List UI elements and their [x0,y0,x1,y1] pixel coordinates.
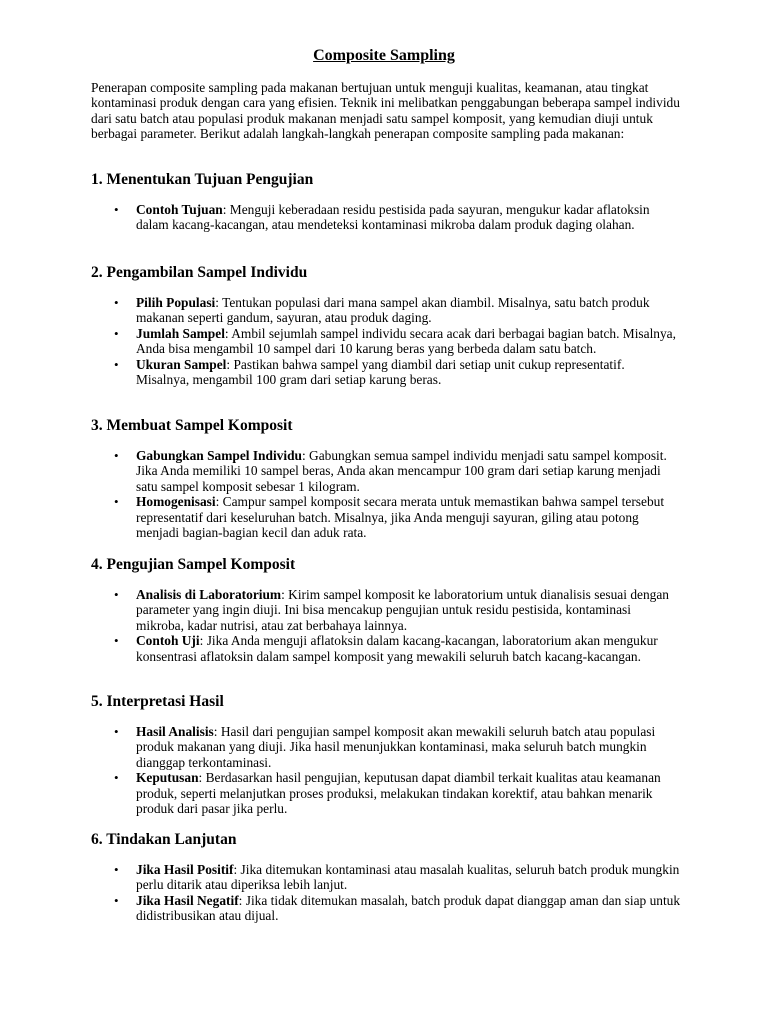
item-text: : Campur sampel komposit secara merata untuk memastikan bahwa sampel tersebut representatif dari keseluruhan batch. Misalnya, jika Anda menguji sayuran, giling atau potong menjadi bagian-bagian kecil dan aduk rata. [136,494,665,541]
item-label: Pilih Populasi [136,295,216,310]
item-text: : Jika Anda menguji aflatoksin dalam kacang-kacangan, laboratorium akan mengukur konsentrasi aflatoksin dalam sampel komposit yang mewakili seluruh batch kacang-kacangan. [136,633,658,664]
list-item [91,587,681,633]
list-item [91,633,681,664]
item-label: Keputusan [136,770,199,786]
item-label: Jika Hasil Negatif [136,892,239,908]
item-text: : Menguji keberadaan residu pestisida pada sayuran, mengukur kadar aflatoksin dalam kacang-kacangan, atau mendeteksi kontaminasi mikroba dalam produk daging olahan. [136,202,650,233]
bullet-list [91,202,681,233]
section-2-pengambilan-sampel [91,263,681,387]
intro-paragraph: Penerapan composite sampling pada makanan bertujuan untuk menguji kualitas, keamanan, atau tingkat kontaminasi produk dengan cara yang efisien. Teknik ini melibatkan penggabungan beberapa sampel individu dari satu batch atau populasi produk makanan menjadi satu sampel komposit, yang kemudian diuji untuk berbagai parameter. Berikut adalah langkah-langkah penerapan composite sampling pada makanan: [91,80,680,142]
item-text: : Kirim sampel komposit ke laboratorium untuk dianalisis sesuai dengan parameter yang ingin diuji. Ini bisa mencakup pengujian untuk residu pestisida, kontaminasi mikroba, kadar nutrisi, atau zat berbahaya lainnya. [136,587,669,633]
item-label: Jika Hasil Positif [136,862,234,877]
section-heading: 5. Interpretasi Hasil [91,693,224,710]
bullet-icon: • [114,448,119,463]
list-item [91,295,681,326]
bullet-icon: • [114,587,119,602]
bullet-list [91,862,681,924]
item-label: Contoh Tujuan [136,202,223,217]
item-text: : Berdasarkan hasil pengujian, keputusan dapat diambil terkait kualitas atau keamanan produk, seperti melanjutkan proses produksi, melakukan tindakan korektif, atau bahkan menarik produk dari pasar jika perlu. [136,770,661,817]
section-5-interpretasi-hasil [91,692,681,816]
list-item [91,357,681,388]
list-item [91,724,681,770]
item-label: Gabungkan Sampel Individu [136,448,302,463]
section-4-pengujian-sampel [91,555,681,664]
item-label: Jumlah Sampel [136,325,225,341]
bullet-icon: • [114,724,119,739]
list-item [91,448,681,494]
section-heading: 2. Pengambilan Sampel Individu [91,264,308,281]
item-text: : Gabungkan semua sampel individu menjadi satu sampel komposit. Jika Anda memiliki 10 sampel beras, Anda akan mencampur 100 gram dari setiap karung menjadi satu sampel komposit sebesar 1 kilogram. [136,448,667,494]
bullet-icon: • [114,494,119,510]
section-6-tindakan-lanjutan [91,830,681,924]
bullet-list [91,295,681,387]
item-label: Contoh Uji [136,633,200,649]
item-label: Homogenisasi [136,494,216,510]
item-label: Ukuran Sampel [136,356,227,372]
item-text: : Hasil dari pengujian sampel komposit akan mewakili seluruh batch atau populasi produk makanan yang diuji. Jika hasil menunjukkan kontaminasi, maka seluruh batch mungkin dianggap terkontaminasi. [136,724,656,770]
item-text: : Pastikan bahwa sampel yang diambil dari setiap unit cukup representatif. Misalnya, mengambil 100 gram dari setiap karung beras. [136,356,625,388]
list-item [91,494,681,540]
bullet-icon: • [114,295,119,310]
list-item [91,202,681,233]
document-title: Composite Sampling [313,47,455,64]
bullet-icon: • [114,862,119,877]
bullet-icon: • [114,202,119,217]
section-heading: 6. Tindakan Lanjutan [91,831,237,848]
section-heading: 3. Membuat Sampel Komposit [91,417,293,434]
list-item [91,326,681,357]
list-item [91,862,681,893]
item-text: : Jika ditemukan kontaminasi atau masalah kualitas, seluruh batch produk mungkin perlu ditarik atau diperiksa lebih lanjut. [136,862,680,893]
bullet-icon: • [114,325,119,341]
item-label: Hasil Analisis [136,724,214,739]
list-item [91,893,681,924]
bullet-icon: • [114,770,119,786]
bullet-icon: • [114,356,119,372]
item-text: : Tentukan populasi dari mana sampel akan diambil. Misalnya, satu batch produk makanan seperti gandum, sayuran, atau produk daging. [136,295,650,326]
bullet-icon: • [114,892,119,908]
bullet-list [91,587,681,664]
bullet-list [91,448,681,540]
item-text: : Ambil sejumlah sampel individu secara acak dari berbagai bagian batch. Misalnya, Anda bisa mengambil 10 sampel dari 10 karung beras yang berbeda dalam satu batch. [136,325,676,357]
list-item [91,770,681,816]
section-3-sampel-komposit [91,416,681,540]
section-1-tujuan-pengujian [91,170,681,233]
item-text: : Jika tidak ditemukan masalah, batch produk dapat dianggap aman dan siap untuk didistribusikan atau dijual. [136,892,681,924]
bullet-list [91,724,681,816]
bullet-icon: • [114,633,119,649]
section-heading: 1. Menentukan Tujuan Pengujian [91,171,314,188]
section-heading: 4. Pengujian Sampel Komposit [91,556,296,573]
item-label: Analisis di Laboratorium [136,587,282,602]
